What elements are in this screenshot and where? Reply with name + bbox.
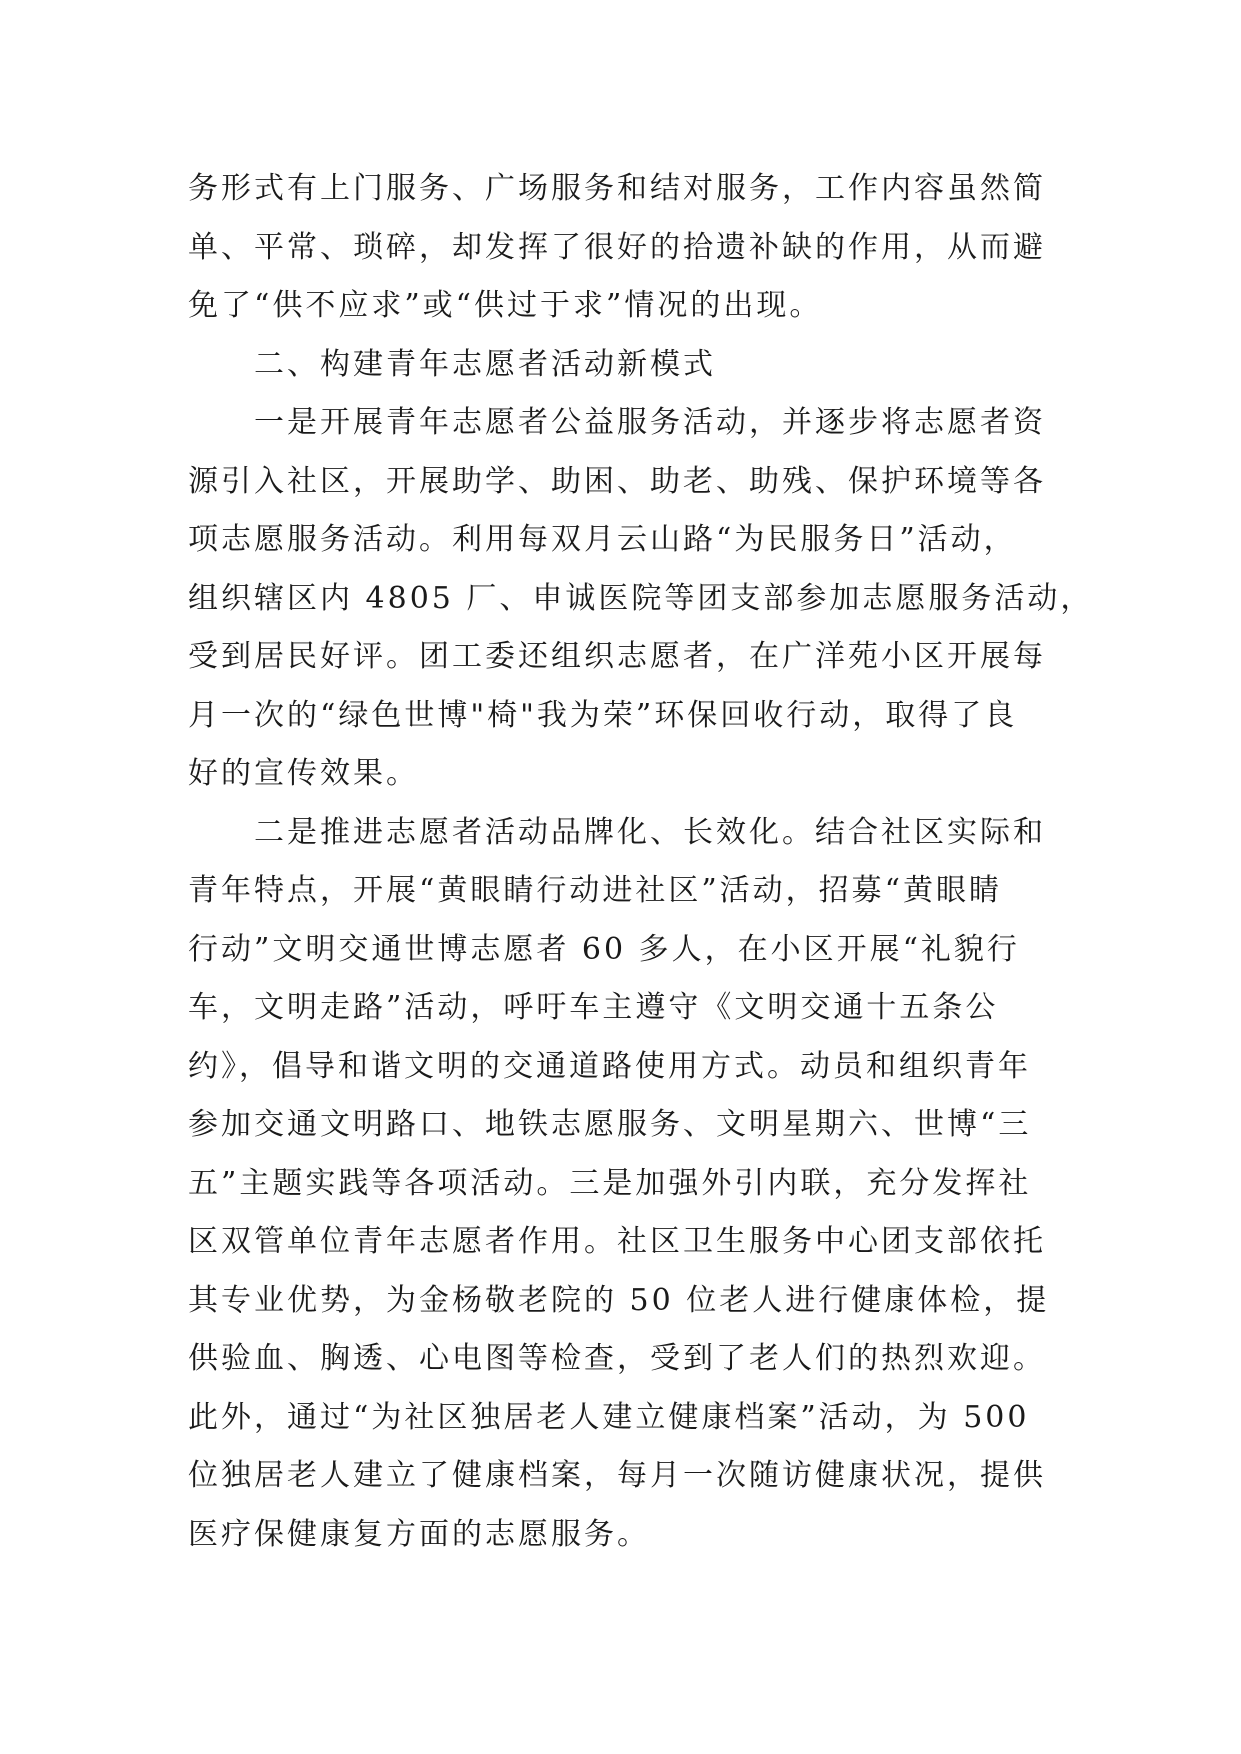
text-line-18: 五”主题实践等各项活动。三是加强外引内联，充分发挥社 bbox=[188, 1165, 1032, 1201]
text-line-20: 其专业优势，为金杨敬老院的 50 位老人进行健康体检，提 bbox=[188, 1282, 1050, 1318]
document-body bbox=[188, 160, 1094, 1564]
text-line-3: 免了“供不应求”或“供过于求”情况的出现。 bbox=[188, 288, 823, 323]
text-line-12: 二是推进志愿者活动品牌化、长效化。结合社区实际和 bbox=[254, 814, 1046, 850]
text-line-2: 单、平常、琐碎，却发挥了很好的拾遗补缺的作用，从而避 bbox=[188, 229, 1046, 265]
text-line-24: 医疗保健康复方面的志愿服务。 bbox=[188, 1516, 650, 1552]
text-line-8: 组织辖区内 4805 厂、申诚医院等团支部参加志愿服务活动， bbox=[188, 580, 1094, 616]
text-line-23: 位独居老人建立了健康档案，每月一次随访健康状况，提供 bbox=[188, 1458, 1046, 1493]
text-line-9: 受到居民好评。团工委还组织志愿者，在广洋苑小区开展每 bbox=[188, 639, 1046, 674]
text-line-11: 好的宣传效果。 bbox=[188, 756, 419, 791]
text-line-16: 约》，倡导和谐文明的交通道路使用方式。动员和组织青年 bbox=[188, 1048, 1031, 1084]
text-line-17: 参加交通文明路口、地铁志愿服务、文明星期六、世博“三 bbox=[188, 1107, 1032, 1142]
text-line-6: 源引入社区，开展助学、助困、助老、助残、保护环境等各 bbox=[188, 463, 1046, 499]
text-line-21: 供验血、胸透、心电图等检查，受到了老人们的热烈欢迎。 bbox=[188, 1341, 1046, 1376]
section-heading: 二、构建青年志愿者活动新模式 bbox=[254, 346, 716, 382]
text-line-5: 一是开展青年志愿者公益服务活动，并逐步将志愿者资 bbox=[254, 405, 1046, 440]
text-line-1: 务形式有上门服务、广场服务和结对服务，工作内容虽然简 bbox=[188, 171, 1046, 206]
text-line-10: 月一次的“绿色世博"椅"我为荣”环保回收行动，取得了良 bbox=[188, 697, 1018, 733]
text-line-15: 车，文明走路”活动，呼吁车主遵守《文明交通十五条公 bbox=[188, 990, 999, 1025]
text-line-22: 此外，通过“为社区独居老人建立健康档案”活动，为 500 bbox=[188, 1399, 1030, 1435]
text-line-14: 行动”文明交通世博志愿者 60 多人，在小区开展“礼貌行 bbox=[188, 931, 1020, 967]
text-line-19: 区双管单位青年志愿者作用。社区卫生服务中心团支部依托 bbox=[188, 1224, 1046, 1259]
text-line-7: 项志愿服务活动。利用每双月云山路“为民服务日”活动， bbox=[188, 522, 1017, 557]
text-line-13: 青年特点，开展“黄眼睛行动进社区”活动，招募“黄眼睛 bbox=[188, 873, 1003, 908]
